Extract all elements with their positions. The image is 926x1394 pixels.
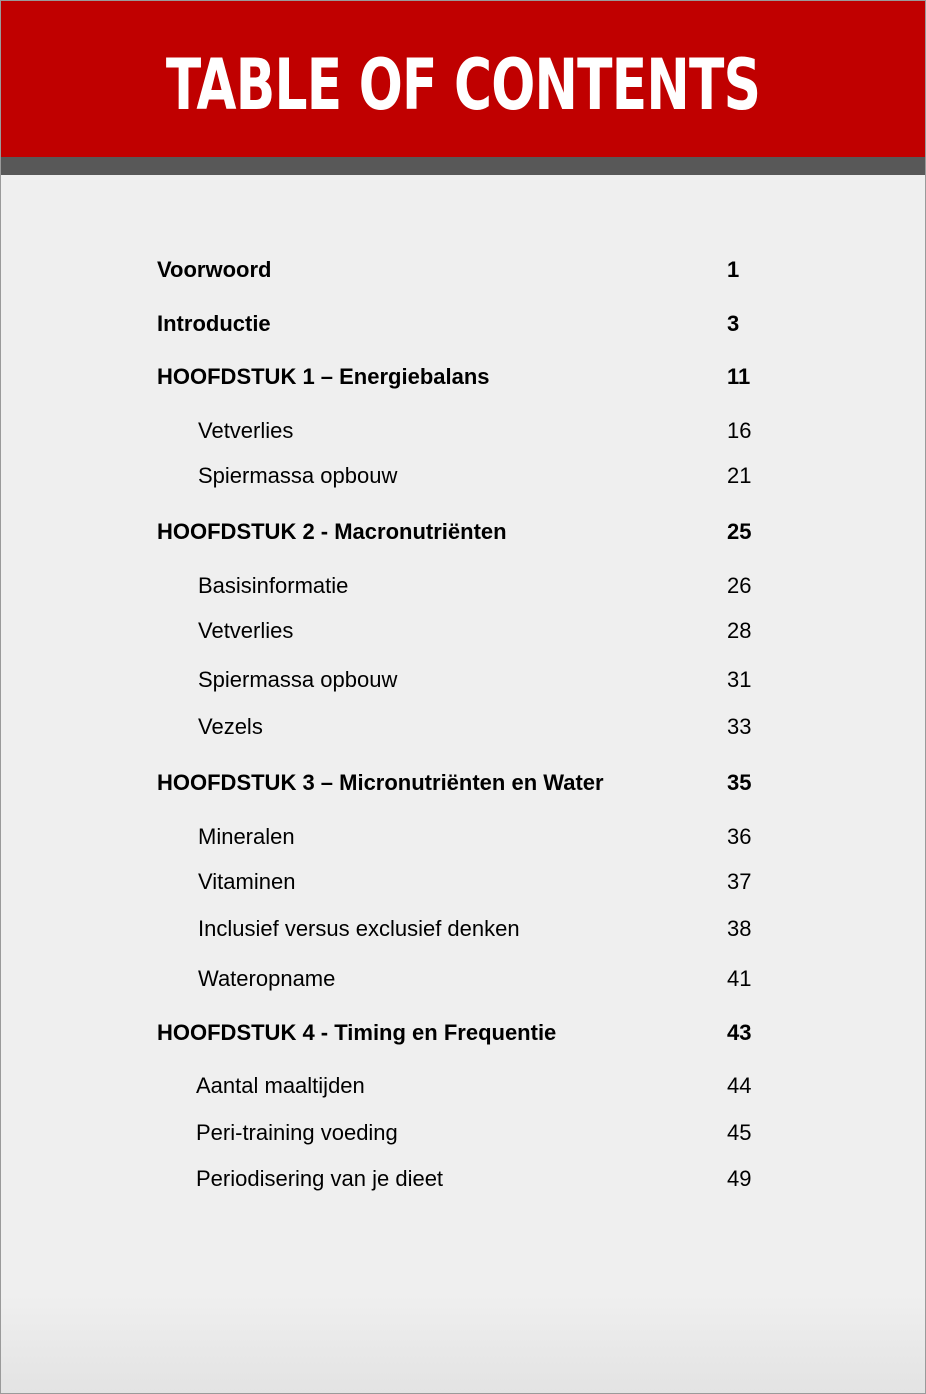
toc-entry-page-number: 35	[727, 770, 752, 795]
toc-entry-periodisering-dieet[interactable]	[1, 1164, 925, 1194]
toc-entry-vitaminen[interactable]	[1, 867, 925, 897]
toc-entry-page-number: 33	[727, 714, 752, 739]
toc-entry-introductie[interactable]	[1, 309, 925, 339]
toc-entry-hoofdstuk-3[interactable]	[1, 768, 925, 798]
toc-entry-hoofdstuk-2[interactable]	[1, 517, 925, 547]
toc-entry-page-number: 38	[727, 916, 752, 941]
toc-entry-label: HOOFDSTUK 4 - Timing en Frequentie	[157, 1020, 557, 1045]
toc-entry-voorwoord[interactable]	[1, 255, 925, 285]
toc-entry-page-number: 36	[727, 824, 752, 849]
toc-entry-page-number: 41	[727, 966, 752, 991]
toc-entry-inclusief-versus-exclusief[interactable]	[1, 914, 925, 944]
toc-entry-page-number: 31	[727, 667, 752, 692]
toc-entry-page-number: 43	[727, 1020, 752, 1045]
toc-entry-peri-training-voeding[interactable]	[1, 1118, 925, 1148]
toc-entry-label: HOOFDSTUK 3 – Micronutriënten en Water	[157, 770, 604, 795]
toc-entry-label: Introductie	[157, 311, 271, 336]
toc-entry-label: Basisinformatie	[198, 573, 349, 598]
toc-entry-label: Aantal maaltijden	[196, 1073, 365, 1098]
toc-entry-page-number: 1	[727, 257, 740, 282]
toc-entry-vetverlies-1[interactable]	[1, 416, 925, 446]
toc-entry-page-number: 25	[727, 519, 752, 544]
toc-entry-page-number: 21	[727, 463, 752, 488]
toc-entry-label: Spiermassa opbouw	[198, 667, 398, 692]
toc-entry-spiermassa-opbouw-1[interactable]	[1, 461, 925, 491]
toc-entry-label: Peri-training voeding	[196, 1120, 398, 1145]
toc-entry-spiermassa-opbouw-2[interactable]	[1, 665, 925, 695]
toc-entry-page-number: 45	[727, 1120, 752, 1145]
toc-entry-hoofdstuk-1[interactable]	[1, 362, 925, 392]
toc-entry-label: Vetverlies	[198, 418, 294, 443]
toc-entry-label: HOOFDSTUK 2 - Macronutriënten	[157, 519, 507, 544]
header-divider-bar	[1, 157, 925, 175]
toc-entry-page-number: 44	[727, 1073, 752, 1098]
toc-entry-basisinformatie[interactable]	[1, 571, 925, 601]
toc-entry-page-number: 16	[727, 418, 752, 443]
toc-entry-mineralen[interactable]	[1, 822, 925, 852]
toc-entry-label: Spiermassa opbouw	[198, 463, 398, 488]
toc-entry-label: Wateropname	[198, 966, 336, 991]
toc-entry-hoofdstuk-4[interactable]	[1, 1018, 925, 1048]
toc-entry-wateropname[interactable]	[1, 964, 925, 994]
toc-entry-page-number: 49	[727, 1166, 752, 1191]
toc-entry-page-number: 11	[727, 364, 751, 389]
toc-entry-aantal-maaltijden[interactable]	[1, 1071, 925, 1101]
toc-entry-page-number: 26	[727, 573, 752, 598]
toc-entry-label: Vetverlies	[198, 618, 294, 643]
header-banner	[1, 1, 925, 157]
toc-entry-label: Mineralen	[198, 824, 295, 849]
toc-entry-label: Periodisering van je dieet	[196, 1166, 444, 1191]
toc-entry-page-number: 37	[727, 869, 752, 894]
page-title: TABLE OF CONTENTS	[165, 44, 761, 126]
toc-entry-label: Vitaminen	[198, 869, 296, 894]
toc-entry-page-number: 28	[727, 618, 752, 643]
toc-entry-vetverlies-2[interactable]	[1, 616, 925, 646]
toc-entry-label: Inclusief versus exclusief denken	[198, 916, 520, 941]
toc-entry-label: Voorwoord	[157, 257, 272, 282]
toc-entry-label: Vezels	[198, 714, 263, 739]
toc-entry-page-number: 3	[727, 311, 740, 336]
toc-entry-label: HOOFDSTUK 1 – Energiebalans	[157, 364, 490, 389]
toc-entry-vezels[interactable]	[1, 712, 925, 742]
